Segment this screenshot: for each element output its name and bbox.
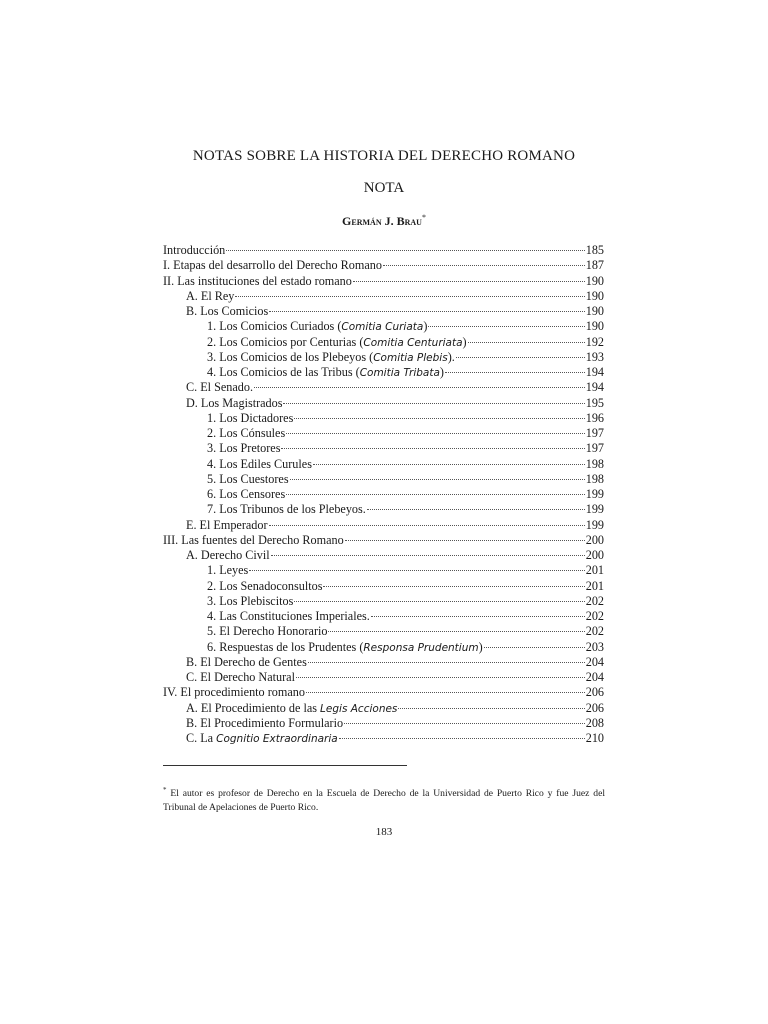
toc-entry-text: B. Los Comicios: [186, 304, 269, 318]
toc-entry-page: 198: [585, 456, 604, 471]
dot-leader: [371, 616, 585, 617]
toc-entry-page: 201: [585, 563, 604, 578]
toc-entry: [163, 548, 604, 563]
toc-entry-label: [207, 426, 285, 441]
toc-entry-page: 190: [585, 319, 604, 334]
dot-leader: [306, 692, 585, 693]
dot-leader: [353, 281, 585, 282]
toc-entry-page: 185: [585, 243, 604, 257]
toc-entry-label: [207, 457, 312, 472]
toc-entry-label: [207, 411, 293, 426]
toc-entry: [163, 594, 604, 609]
toc-entry-page: 199: [585, 487, 604, 501]
toc-entry-page: 192: [585, 334, 604, 349]
toc-entry: [163, 457, 604, 472]
toc-entry: [163, 380, 604, 395]
toc-entry-page: 198: [585, 471, 604, 486]
toc-entry-page: 203: [585, 639, 604, 654]
toc-entry-label: [163, 258, 382, 273]
toc-entry-label: [186, 304, 268, 319]
toc-entry: [163, 701, 604, 716]
toc-entry-label: [207, 609, 370, 624]
dot-leader: [290, 479, 585, 480]
toc-entry-label: [207, 441, 280, 456]
toc-entry: [163, 350, 604, 365]
toc-entry-text: 4. Los Comicios de las Tribus (: [207, 365, 360, 379]
toc-entry-text: 4. Las Constituciones Imperiales.: [207, 609, 370, 623]
dot-leader: [484, 647, 585, 648]
toc-entry: [163, 609, 604, 624]
toc-entry-page: 196: [585, 410, 604, 425]
dot-leader: [367, 509, 585, 510]
toc-entry: [163, 365, 604, 380]
toc-entry-page: 187: [585, 258, 604, 273]
toc-entry: [163, 411, 604, 426]
toc-entry-label: [207, 502, 366, 517]
toc-entry-label: [186, 655, 307, 670]
footnote-text: El autor es profesor de Derecho en la Escuela de Derecho de la Universidad de Puerto Rico y fue Juez del Tribunal de Apelaciones de Puerto Rico.: [163, 788, 605, 814]
toc-entry-text: 6. Respuestas de los Prudentes (: [207, 639, 364, 654]
dot-leader: [339, 738, 585, 739]
dot-leader: [294, 418, 584, 419]
author-footnote-mark: *: [421, 213, 426, 222]
toc-entry-page: 202: [585, 609, 604, 623]
table-of-contents: [163, 243, 604, 746]
toc-entry: [163, 563, 604, 578]
dot-leader: [249, 570, 584, 571]
dot-leader: [328, 631, 584, 632]
toc-entry-label: [186, 518, 268, 533]
toc-entry-text: 2. Los Senadoconsultos: [207, 578, 323, 593]
dot-leader: [345, 540, 585, 541]
toc-entry-suffix: ): [462, 334, 467, 349]
toc-entry-text: B. El Derecho de Gentes: [186, 654, 307, 669]
footnote-separator: [163, 765, 407, 766]
toc-entry-page: 200: [585, 532, 604, 547]
toc-entry-text: I. Etapas del desarrollo del Derecho Romano: [163, 258, 382, 273]
toc-entry-label: [207, 624, 327, 639]
toc-entry-text: C. El Derecho Natural: [186, 670, 295, 684]
toc-entry-label: [207, 640, 483, 656]
toc-entry-text: 5. El Derecho Honorario: [207, 624, 328, 639]
toc-entry-latin-term: Comitia Tribata: [359, 367, 440, 379]
dot-leader: [456, 357, 585, 358]
toc-entry-page: 194: [585, 365, 604, 379]
toc-entry: [163, 304, 604, 319]
toc-entry-text: 2. Los Comicios por Centurias (: [207, 334, 364, 349]
toc-entry-page: 190: [585, 304, 604, 318]
toc-entry-label: [186, 396, 282, 411]
toc-entry-label: [186, 716, 343, 731]
toc-entry-label: [207, 579, 322, 594]
toc-entry-page: 195: [585, 395, 604, 410]
toc-entry-label: [207, 365, 444, 381]
toc-entry-text: 6. Los Censores: [207, 487, 286, 501]
toc-entry-page: 197: [585, 426, 604, 440]
toc-entry-label: [186, 548, 270, 563]
toc-entry: [163, 685, 604, 700]
toc-entry-label: [163, 274, 352, 289]
toc-entry-text: 1. Leyes: [207, 563, 249, 578]
toc-entry: [163, 579, 604, 594]
toc-entry-suffix: ): [423, 319, 428, 334]
toc-entry: [163, 502, 604, 517]
dot-leader: [269, 525, 585, 526]
toc-entry-latin-term: Responsa Prudentium: [363, 641, 479, 654]
toc-entry: [163, 335, 604, 350]
toc-entry-text: D. Los Magistrados: [186, 395, 283, 410]
toc-entry: [163, 518, 604, 533]
author-name-text: Germán J. Brau: [342, 214, 422, 228]
dot-leader: [383, 265, 585, 266]
toc-entry-label: [163, 685, 305, 700]
footnote: [163, 783, 605, 815]
toc-entry-label: [186, 670, 295, 685]
toc-entry-text: A. El Rey: [186, 288, 235, 303]
toc-entry: [163, 289, 604, 304]
dot-leader: [313, 464, 585, 465]
toc-entry: [163, 472, 604, 487]
toc-entry-label: [207, 487, 285, 502]
toc-entry-latin-term: Comitia Curiata: [341, 321, 424, 334]
dot-leader: [428, 326, 584, 327]
toc-entry-page: 208: [585, 715, 604, 730]
toc-entry-text: 5. Los Cuestores: [207, 471, 289, 486]
toc-entry-text: II. Las instituciones del estado romano: [163, 273, 352, 288]
toc-entry-page: 202: [585, 593, 604, 608]
toc-entry-text: III. Las fuentes del Derecho Romano: [163, 532, 344, 547]
toc-entry-latin-term: Comitia Centuriata: [363, 336, 463, 349]
toc-entry-page: 202: [585, 624, 604, 639]
toc-entry: [163, 426, 604, 441]
toc-entry-text: 7. Los Tribunos de los Plebeyos.: [207, 502, 366, 517]
toc-entry-text: 3. Los Pretores: [207, 441, 281, 456]
toc-entry-suffix: ): [478, 639, 483, 654]
toc-entry: [163, 640, 604, 655]
dot-leader: [286, 494, 585, 495]
dot-leader: [468, 342, 585, 343]
toc-entry-suffix: ): [439, 365, 444, 379]
toc-entry-page: 190: [585, 288, 604, 303]
dot-leader: [344, 723, 585, 724]
toc-entry-page: 197: [585, 441, 604, 456]
dot-leader: [269, 311, 584, 312]
document-subtitle: NOTA: [363, 180, 405, 196]
toc-entry-text: 3. Los Comicios de los Plebeyos (: [207, 349, 374, 364]
toc-entry-text: E. El Emperador: [186, 517, 268, 532]
toc-entry-page: 204: [585, 670, 604, 684]
toc-entry-text: 2. Los Cónsules: [207, 426, 286, 440]
dot-leader: [226, 250, 584, 251]
page-number: 183: [375, 826, 393, 838]
dot-leader: [281, 448, 584, 449]
toc-entry: [163, 731, 604, 746]
toc-entry-page: 200: [585, 548, 604, 562]
toc-entry-text: 1. Los Comicios Curiados (: [207, 319, 342, 334]
toc-entry-label: [163, 243, 225, 258]
toc-entry-page: 190: [585, 273, 604, 288]
toc-entry-label: [207, 335, 467, 351]
toc-entry-suffix: ).: [447, 349, 455, 364]
toc-entry-label: [186, 731, 338, 747]
toc-entry-page: 193: [585, 349, 604, 364]
toc-entry-latin-term: Legis Acciones: [320, 702, 398, 715]
dot-leader: [254, 387, 585, 388]
toc-entry: [163, 624, 604, 639]
dot-leader: [286, 433, 585, 434]
toc-entry-label: [207, 319, 427, 335]
toc-entry: [163, 396, 604, 411]
toc-entry: [163, 533, 604, 548]
toc-entry-label: [207, 594, 293, 609]
toc-entry: [163, 716, 604, 731]
toc-entry-text: Introducción: [163, 243, 226, 257]
dot-leader: [296, 677, 585, 678]
toc-entry-page: 206: [585, 700, 604, 715]
toc-entry-page: 199: [585, 517, 604, 532]
toc-entry-page: 201: [585, 578, 604, 593]
toc-entry-latin-term: Comitia Plebis: [373, 351, 448, 364]
dot-leader: [283, 403, 584, 404]
toc-entry-page: 204: [585, 654, 604, 669]
toc-entry-text: C. El Senado.: [186, 380, 254, 395]
toc-entry-text: A. Derecho Civil: [186, 548, 270, 562]
toc-entry-text: 1. Los Dictadores: [207, 410, 294, 425]
toc-entry-text: B. El Procedimiento Formulario: [186, 715, 344, 730]
author-name: [0, 213, 768, 229]
toc-entry-text: A. El Procedimiento de las: [186, 700, 321, 715]
dot-leader: [445, 372, 585, 373]
toc-entry-text: C. La: [186, 731, 217, 745]
toc-entry-text: IV. El procedimiento romano: [163, 685, 305, 700]
toc-entry-label: [163, 533, 344, 548]
toc-entry: [163, 243, 604, 258]
toc-entry: [163, 441, 604, 456]
toc-entry: [163, 319, 604, 334]
dot-leader: [308, 662, 585, 663]
toc-entry-page: 194: [585, 380, 604, 395]
toc-entry-label: [186, 289, 234, 304]
toc-entry: [163, 670, 604, 685]
toc-entry-label: [207, 350, 455, 366]
document-title: NOTAS SOBRE LA HISTORIA DEL DERECHO ROMANO: [192, 148, 576, 164]
footnote-mark: *: [163, 786, 167, 794]
toc-entry-text: 3. Los Plebiscitos: [207, 593, 294, 608]
dot-leader: [323, 586, 584, 587]
dot-leader: [271, 555, 585, 556]
toc-entry: [163, 258, 604, 273]
toc-entry: [163, 487, 604, 502]
toc-entry-label: [207, 472, 289, 487]
toc-entry-page: 199: [585, 502, 604, 517]
toc-entry: [163, 655, 604, 670]
toc-entry-text: 4. Los Ediles Curules: [207, 456, 312, 471]
toc-entry-page: 206: [585, 685, 604, 700]
toc-entry-latin-term: Cognitio Extraordinaria: [216, 733, 338, 745]
toc-entry-page: 210: [585, 731, 604, 745]
toc-entry-label: [186, 701, 397, 717]
toc-entry-label: [207, 563, 248, 578]
dot-leader: [398, 708, 584, 709]
dot-leader: [294, 601, 584, 602]
dot-leader: [235, 296, 584, 297]
toc-entry-label: [186, 380, 253, 395]
toc-entry: [163, 274, 604, 289]
